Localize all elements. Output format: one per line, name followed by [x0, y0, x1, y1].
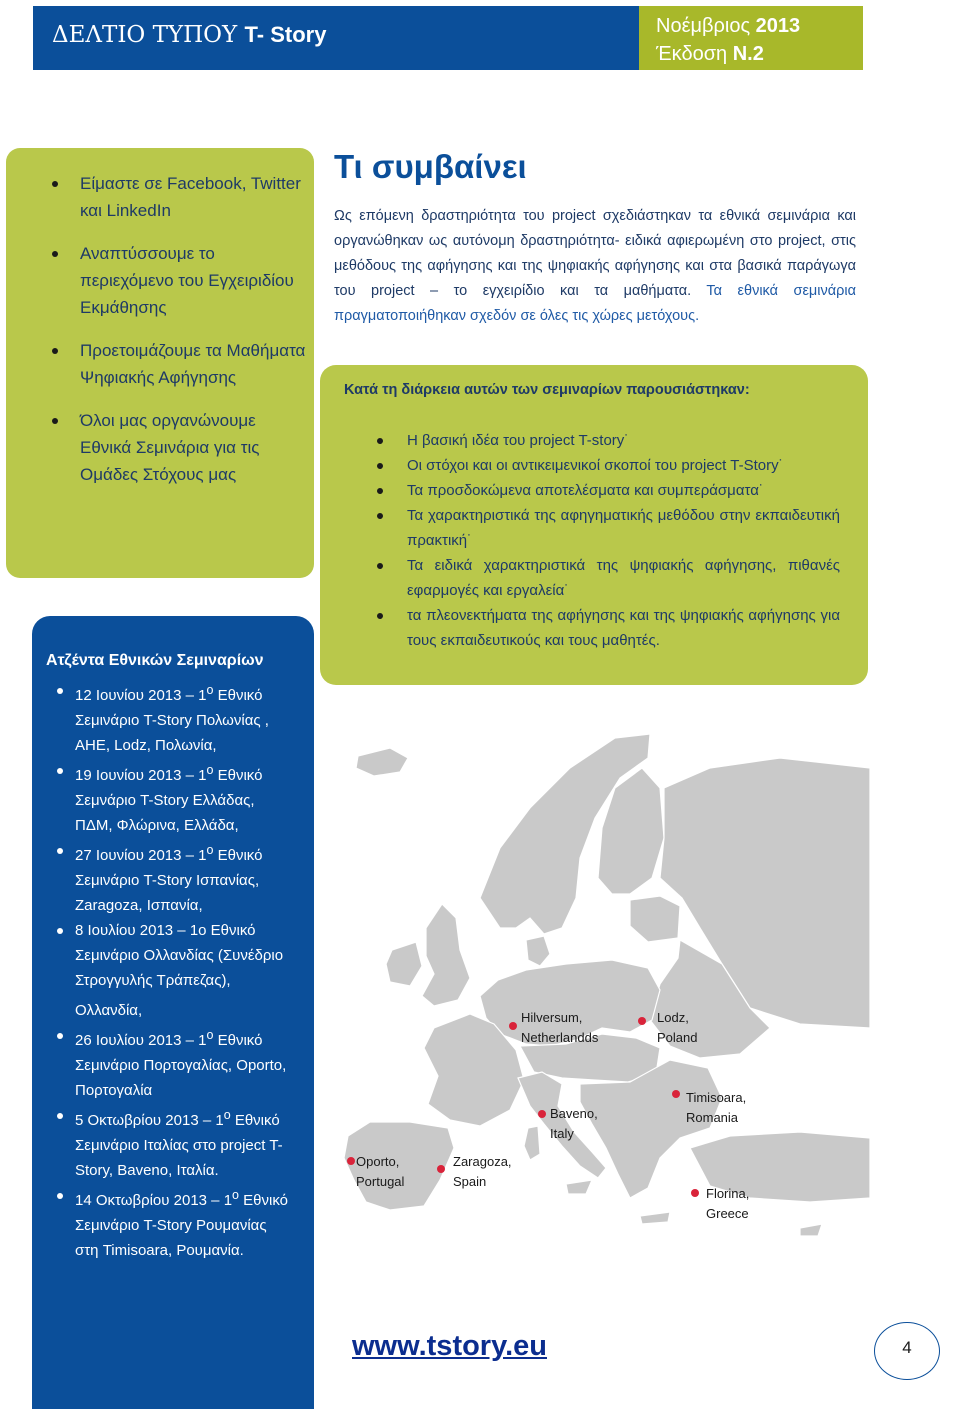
map-label-timisoara: Timisoara, Romania: [686, 1090, 747, 1125]
agenda-list: [52, 678, 292, 1263]
highlight-item: Προετοιμάζουμε τα Μαθήματα Ψηφιακής Αφήγησης: [36, 337, 306, 391]
website-link[interactable]: www.tstory.eu: [352, 1330, 547, 1362]
agenda-item: [52, 758, 292, 838]
map-label-florina: Florina, Greece: [706, 1186, 750, 1221]
marker-zaragoza: [437, 1165, 445, 1173]
ordinal-suffix: ο: [223, 1108, 231, 1122]
agenda-item-text: Εθνικό Σεμινάριο Ιταλίας στο project T-Story, Baveno, Ιταλία.: [75, 1112, 283, 1179]
agenda-item-date: 12 Ιουνίου 2013 – 1: [75, 687, 207, 704]
edition-number: Ν.2: [732, 43, 764, 65]
newsletter-title: [52, 22, 326, 48]
marker-hilversum: [509, 1022, 517, 1030]
agenda-item-date: 27 Ιουνίου 2013 – 1: [75, 847, 207, 864]
ordinal-suffix: ο: [232, 1188, 239, 1202]
europe-map: [330, 728, 870, 1268]
topic-item: Τα προσδοκώμενα αποτελέσματα και συμπεράσματα˙: [370, 478, 840, 503]
agenda-item-text: Εθνικό Σεμνάριο T-Story Ελλάδας, ΠΔΜ, Φλώρινα, Ελλάδα,: [75, 767, 263, 834]
map-label-zaragoza: Zaragoza, Spain: [453, 1154, 512, 1189]
highlights-list: [36, 170, 306, 504]
marker-timisoara: [672, 1090, 680, 1098]
map-label-oporto: Oporto, Portugal: [356, 1154, 405, 1189]
newsletter-brand: T- Story: [244, 22, 327, 47]
highlight-item: Είμαστε σε Facebook, Twitter και LinkedIn: [36, 170, 306, 224]
newsletter-title-prefix: ΔΕΛΤΙΟ ΤΥΠΟΥ: [52, 22, 245, 48]
intro-highlight-text: Τα εθνικά σεμινάρια πραγματοποιήθηκαν σχεδόν σε όλες τις χώρες μετόχους.: [334, 283, 856, 324]
edition-label: Έκδοση: [656, 43, 733, 65]
agenda-item-date: 14 Οκτωβρίου 2013 – 1: [75, 1192, 233, 1209]
topic-item: Οι στόχοι και οι αντικειμενικοί σκοποί του project T-Story˙: [370, 453, 840, 478]
agenda-item: [52, 1183, 292, 1263]
issue-month: Νοέμβριος: [656, 15, 756, 37]
marker-oporto: [347, 1157, 355, 1165]
highlight-item: Αναπτύσσουμε το περιεχόμενο του Εγχειριδίου Εκμάθησης: [36, 240, 306, 321]
agenda-item: [52, 1023, 292, 1103]
intro-paragraph: [334, 204, 856, 329]
agenda-item-text: Εθνικό Σεμινάριο T-Story Ισπανίας, Zaragoza, Ισπανία,: [75, 847, 263, 914]
agenda-item: [52, 678, 292, 758]
agenda-item-text: Εθνικό Σεμινάριο T-Story Πολωνίας , AHE, Lodz, Πολωνία,: [75, 687, 269, 754]
page-number: 4: [902, 1338, 912, 1357]
agenda-item-text: Εθνικό Σεμινάριο Πορτογαλίας, Oporto, Πορτογαλία: [75, 1032, 287, 1099]
map-label-hilversum: Hilversum, Netherlandds: [521, 1010, 599, 1045]
agenda-item-date: 26 Ιουλίου 2013 – 1: [75, 1032, 207, 1049]
topic-item: Τα ειδικά χαρακτηριστικά της ψηφιακής αφήγησης, πιθανές εφαρμογές και εργαλεία˙: [370, 553, 840, 603]
map-label-lodz: Lodz, Poland: [657, 1010, 698, 1045]
agenda-title: Ατζέντα Εθνικών Σεμιναρίων: [46, 652, 264, 669]
ordinal-suffix: ο: [206, 843, 214, 857]
agenda-item-date: 19 Ιουνίου 2013 – 1: [75, 767, 207, 784]
topic-item: Τα χαρακτηριστικά της αφηγηματικής μεθόδου στην εκπαιδευτική πρακτική˙: [370, 503, 840, 553]
issue-year: 2013: [755, 15, 801, 37]
marker-baveno: [538, 1110, 546, 1118]
agenda-item-date: 8 Ιουλίου 2013 – 1ο Εθνικό Σεμινάριο Ολλανδίας (Συνέδριο Στρογγυλής Τράπεζας), Ολλανδία,: [75, 922, 284, 1019]
agenda-item-text: Εθνικό Σεμινάριο T-Story Ρουμανίας στη Timisoara, Ρουμανία.: [75, 1192, 289, 1259]
ordinal-suffix: ο: [206, 763, 214, 777]
agenda-item: [52, 838, 292, 918]
agenda-item: [52, 918, 292, 1023]
topic-item: τα πλεονεκτήματα της αφήγησης και της ψηφιακής αφήγησης για τους εκπαιδευτικούς και τους μαθητές.: [370, 603, 840, 653]
intro-text: Ως επόμενη δραστηριότητα του project σχεδιάστηκαν τα εθνικά σεμινάρια και οργανώθηκαν ως αυτόνομη δραστηριότητα- ειδικά αφιερωμένη στο project, στις μεθόδους της αφήγησης και της ψηφιακής αφήγησης και στα βασικά παράγωγα του project – το εγχειρίδιο και τα μαθήματα.: [334, 208, 856, 299]
marker-lodz: [638, 1017, 646, 1025]
topic-item: Η βασική ιδέα του project T-story˙: [370, 428, 840, 453]
presented-topics-list: [370, 428, 840, 653]
presented-heading: Κατά τη διάρκεια αυτών των σεμιναρίων παρουσιάστηκαν:: [344, 382, 750, 398]
issue-info: [656, 12, 800, 68]
map-label-baveno: Baveno, Italy: [550, 1106, 598, 1141]
ordinal-suffix: ο: [206, 683, 214, 697]
europe-landmass: [344, 734, 870, 1236]
section-title: Τι συμβαίνει: [334, 148, 527, 185]
highlight-item: Όλοι μας οργανώνουμε Εθνικά Σεμινάρια για τις Ομάδες Στόχους μας: [36, 407, 306, 488]
marker-florina: [691, 1189, 699, 1197]
ordinal-suffix: ο: [206, 1028, 214, 1042]
agenda-item-date: 5 Οκτωβρίου 2013 – 1: [75, 1112, 224, 1129]
agenda-item: [52, 1103, 292, 1183]
